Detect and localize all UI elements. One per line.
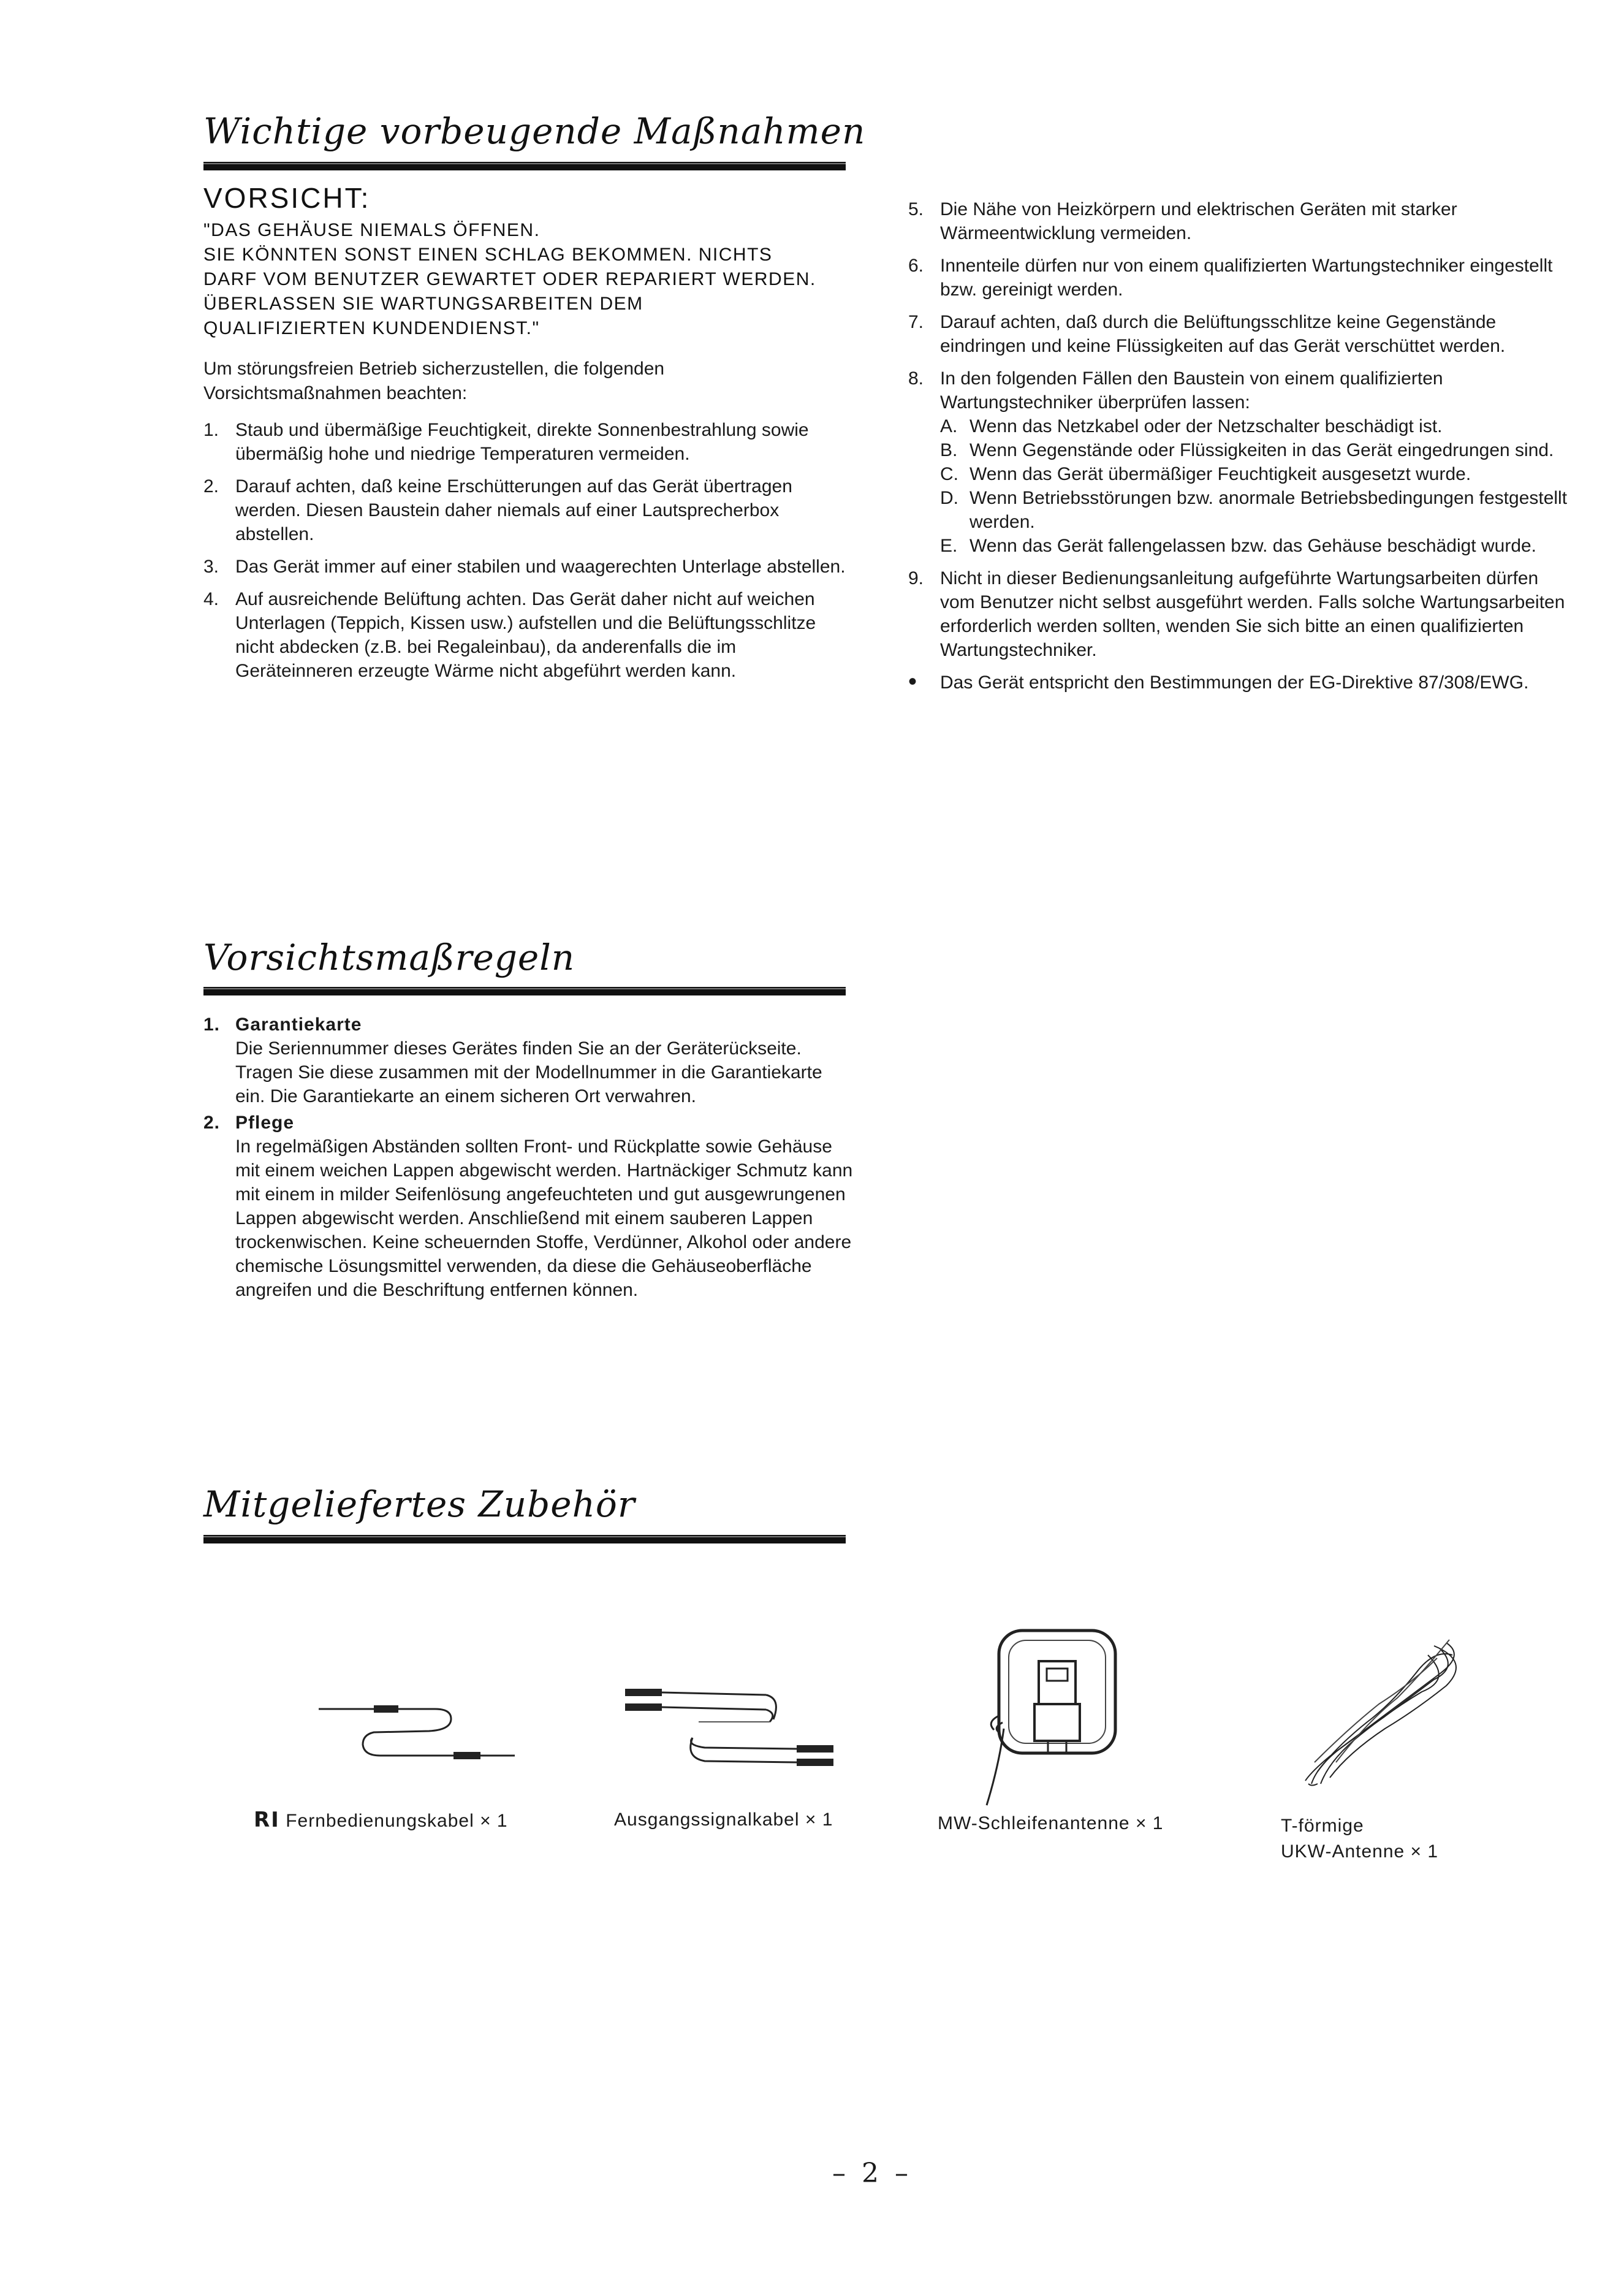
list-item: 1. Garantiekarte Die Seriennummer dieses Gerätes finden Sie an der Geräterückseite. Tragen Sie diese zusammen mit der Modellnummer in die Garantiekarte ein. Die Garantiekarte an einem sicheren Ort verwahren.: [203, 1013, 853, 1108]
list-item: 8. In den folgenden Fällen den Baustein von einem qualifizierten Wartungstechniker überprüfen lassen: A. Wenn das Netzkabel oder der Netzschalter beschädigt ist. B. Wenn Gegenstände oder Flüssigkeiten in das Gerät eingedrungen sind. C. Wenn das Gerät übermäßiger Feuchtigkeit ausgesetzt wurde. D. Wenn Betriebsstörungen bzw. anormale Betriebsbedingungen festgestellt werden. E. Wenn das Gerät fallengelassen bzw. das Gehäuse beschädigt wurde.: [908, 367, 1570, 558]
bullet-item: • Das Gerät entspricht den Bestimmungen der EG-Direktive 87/308/EWG.: [908, 668, 1529, 695]
sub-item: C. Wenn das Gerät übermäßiger Feuchtigkeit ausgesetzt wurde.: [940, 464, 1471, 484]
caption-remote-cable: RI Fernbedienungskabel × 1: [254, 1808, 508, 1832]
warning-line: "DAS GEHÄUSE NIEMALS ÖFFNEN.: [203, 220, 541, 240]
list-item: 3. Das Gerät immer auf einer stabilen und waagerechten Unterlage abstellen.: [203, 557, 846, 577]
list-item: 1. Staub und übermäßige Feuchtigkeit, direkte Sonnenbestrahlung sowie übermäßig hohe und niedrige Temperaturen vermeiden.: [203, 420, 809, 464]
section-rule: [203, 162, 846, 170]
caption-fm-antenna: T-förmige UKW-Antenne × 1: [1281, 1816, 1439, 1862]
sub-item: E. Wenn das Gerät fallengelassen bzw. das Gehäuse beschädigt wurde.: [940, 536, 1537, 556]
page-number: – 2 –: [832, 2158, 912, 2189]
warning-text: [203, 218, 853, 341]
fm-antenna-illustration: [1293, 1631, 1477, 1796]
warning-line: SIE KÖNNTEN SONST EINEN SCHLAG BEKOMMEN. NICHTS: [203, 245, 773, 265]
list-item: 2. Darauf achten, daß keine Erschütterungen auf das Gerät übertragen werden. Diesen Baustein daher niemals auf einer Lautsprecherbox abstellen.: [203, 476, 792, 544]
precaution-list-left: [203, 418, 853, 683]
section-title-precautions: Wichtige vorbeugende Maßnahmen: [203, 110, 866, 152]
intro-paragraph: Um störungsfreien Betrieb sicherzustellen, die folgenden Vorsichtsmaßnahmen beachten:: [203, 359, 665, 403]
left-column: [203, 181, 853, 691]
item-heading: Garantiekarte: [235, 1014, 362, 1035]
precautionary-rules-list: [203, 1013, 853, 1311]
warning-line: DARF VOM BENUTZER GEWARTET ODER REPARIERT WERDEN.: [203, 269, 816, 289]
list-item: 6. Innenteile dürfen nur von einem qualifizierten Wartungstechniker eingestellt bzw. gereinigt werden.: [908, 256, 1553, 300]
sub-item: D. Wenn Betriebsstörungen bzw. anormale Betriebsbedingungen festgestellt werden.: [940, 488, 1568, 532]
warning-heading: VORSICHT:: [203, 182, 371, 214]
item-heading: Pflege: [235, 1113, 295, 1133]
warning-line: QUALIFIZIERTEN KUNDENDIENST.": [203, 318, 540, 338]
sub-item: B. Wenn Gegenstände oder Flüssigkeiten in das Gerät eingedrungen sind.: [940, 440, 1554, 460]
list-item: 9. Nicht in dieser Bedienungsanleitung aufgeführte Wartungsarbeiten dürfen vom Benutzer nicht selbst ausgeführt werden. Falls solche Wartungsarbeiten erforderlich werden sollten, wenden Sie sich bitte an einen qualifizierten Wartungstechniker.: [908, 568, 1565, 660]
list-item: 5. Die Nähe von Heizkörpern und elektrischen Geräten mit starker Wärmeentwicklung vermeiden.: [908, 199, 1457, 243]
section-rule: [203, 987, 846, 995]
ri-logo-icon: RI: [254, 1808, 280, 1832]
am-loop-antenna-illustration: [981, 1624, 1140, 1808]
right-column: [908, 197, 1570, 703]
list-item: 7. Darauf achten, daß durch die Belüftungsschlitze keine Gegenstände eindringen und keine Flüssigkeiten auf das Gerät verschüttet werden.: [908, 312, 1506, 356]
remote-cable-illustration: [306, 1680, 527, 1778]
list-item: 2. Pflege In regelmäßigen Abständen sollten Front- und Rückplatte sowie Gehäuse mit einem weichen Lappen abgewischt werden. Hartnäckiger Schmutz kann mit einem in milder Seifenlösung angefeuchteten und gut ausgewrungenen Lappen abgewischt werden. Anschließend mit einem sauberen Lappen trockenwischen. Keine scheuernden Stoffe, Verdünner, Alkohol oder andere chemische Lösungsmittel verwenden, da diese die Gehäuseoberfläche angreifen und die Beschriftung entfernen können.: [203, 1111, 853, 1302]
output-cable-illustration: [613, 1677, 870, 1781]
section-title-precautionary-rules: Vorsichtsmaßregeln: [203, 937, 575, 978]
section-title-accessories: Mitgeliefertes Zubehör: [203, 1483, 636, 1525]
sub-item: A. Wenn das Netzkabel oder der Netzschalter beschädigt ist.: [940, 416, 1443, 436]
bullet-icon: •: [908, 668, 917, 695]
item-text: In regelmäßigen Abständen sollten Front- und Rückplatte sowie Gehäuse mit einem weichen Lappen abgewischt werden. Hartnäckiger Schmutz kann mit einem in milder Seifenlösung angefeuchteten und gut ausgewrungenen Lappen abgewischt werden. Anschließend mit einem sauberen Lappen trockenwischen. Keine scheuernden Stoffe, Verdünner, Alkohol oder andere chemische Lösungsmittel verwenden, da diese die Gehäuseoberfläche angreifen und die Beschriftung entfernen können.: [235, 1136, 853, 1300]
list-item: 4. Auf ausreichende Belüftung achten. Das Gerät daher nicht auf weichen Unterlagen (Teppich, Kissen usw.) aufstellen und die Belüftungsschlitze nicht abdecken (z.B. bei Regaleinbau), da anderenfalls die im Geräteinneren erzeugte Wärme nicht abgeführt werden kann.: [203, 589, 816, 681]
list-item-text: In den folgenden Fällen den Baustein von einem qualifizierten Wartungstechniker überprüfen lassen:: [940, 368, 1443, 413]
caption-output-cable: Ausgangssignalkabel × 1: [614, 1810, 833, 1830]
caption-am-antenna: MW-Schleifenantenne × 1: [938, 1813, 1164, 1833]
warning-line: ÜBERLASSEN SIE WARTUNGSARBEITEN DEM: [203, 294, 643, 314]
section-rule: [203, 1535, 846, 1543]
item-text: Die Seriennummer dieses Gerätes finden Sie an der Geräterückseite. Tragen Sie diese zusammen mit der Modellnummer in die Garantiekarte ein. Die Garantiekarte an einem sicheren Ort verwahren.: [235, 1038, 822, 1106]
